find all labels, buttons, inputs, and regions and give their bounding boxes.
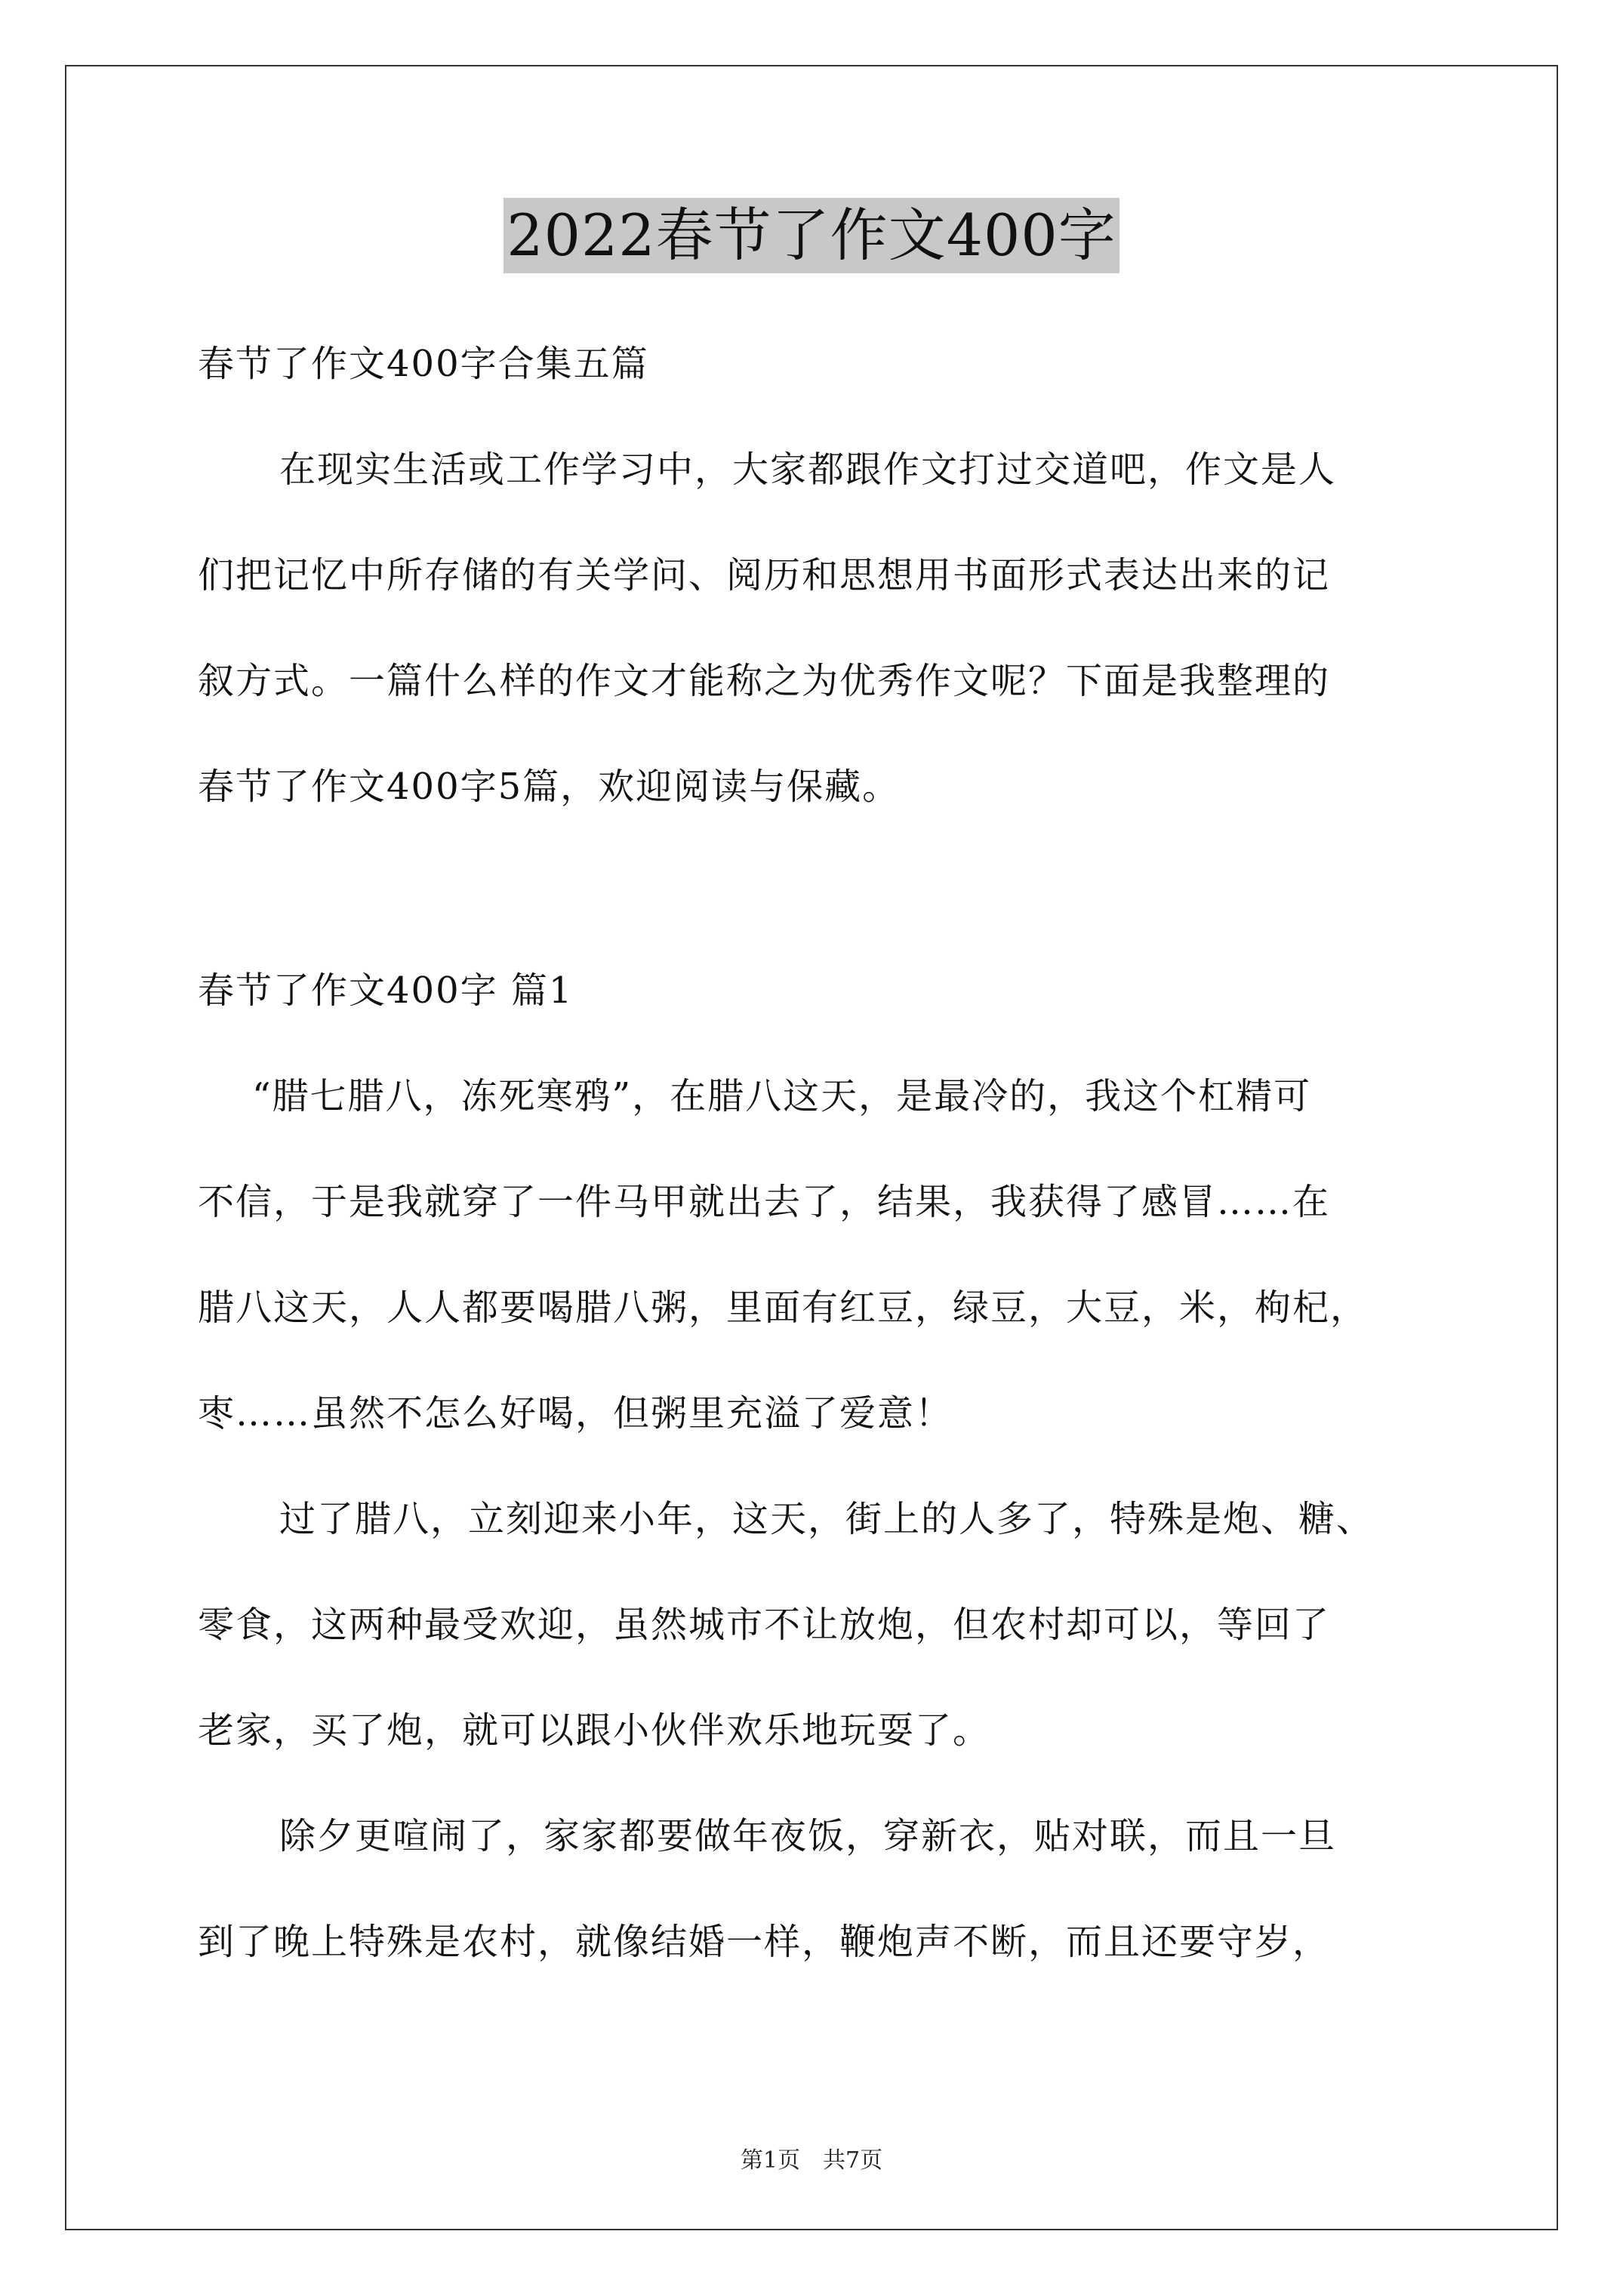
- para2-line-1: 过了腊八，立刻迎来小年，这天，街上的人多了，特殊是炮、糖、: [279, 1498, 1375, 1540]
- intro-line-1: 在现实生活或工作学习中，大家都跟作文打过交道吧，作文是人: [279, 448, 1337, 491]
- subtitle: 春节了作文400字合集五篇: [198, 343, 649, 385]
- para3-line-2: 到了晚上特殊是农村，就像结婚一样，鞭炮声不断，而且还要守岁，: [198, 1921, 1331, 1963]
- document-title: 2022春节了作文400字: [504, 198, 1119, 273]
- page-footer: 第1页 共7页: [740, 2147, 883, 2174]
- para1-line-3: 腊八这天，人人都要喝腊八粥，里面有红豆，绿豆，大豆，米，枸杞，: [198, 1287, 1369, 1329]
- para3-line-1: 除夕更喧闹了，家家都要做年夜饭，穿新衣，贴对联，而且一旦: [279, 1815, 1337, 1857]
- title-wrap: [0, 198, 1623, 273]
- intro-line-4: 春节了作文400字5篇，欢迎阅读与保藏。: [198, 766, 901, 808]
- section-gap: [198, 840, 1436, 938]
- document-body: [198, 311, 1436, 1995]
- para1-line-1: “腊七腊八，冻死寒鸦”，在腊八这天，是最冷的，我这个杠精可: [252, 1075, 1312, 1117]
- section-heading: 春节了作文400字 篇1: [198, 969, 574, 1012]
- para2-line-2: 零食，这两种最受欢迎，虽然城市不让放炮，但农村却可以，等回了: [198, 1604, 1331, 1646]
- intro-line-3: 叙方式。一篇什么样的作文才能称之为优秀作文呢？下面是我整理的: [198, 660, 1331, 702]
- para2-line-3: 老家，买了炮，就可以跟小伙伴欢乐地玩耍了。: [198, 1709, 991, 1752]
- para1-line-4: 枣……虽然不怎么好喝，但粥里充溢了爱意！: [198, 1392, 953, 1435]
- para1-line-2: 不信，于是我就穿了一件马甲就出去了，结果，我获得了感冒……在: [198, 1181, 1331, 1223]
- intro-line-2: 们把记忆中所存储的有关学问、阅历和思想用书面形式表达出来的记: [198, 554, 1331, 596]
